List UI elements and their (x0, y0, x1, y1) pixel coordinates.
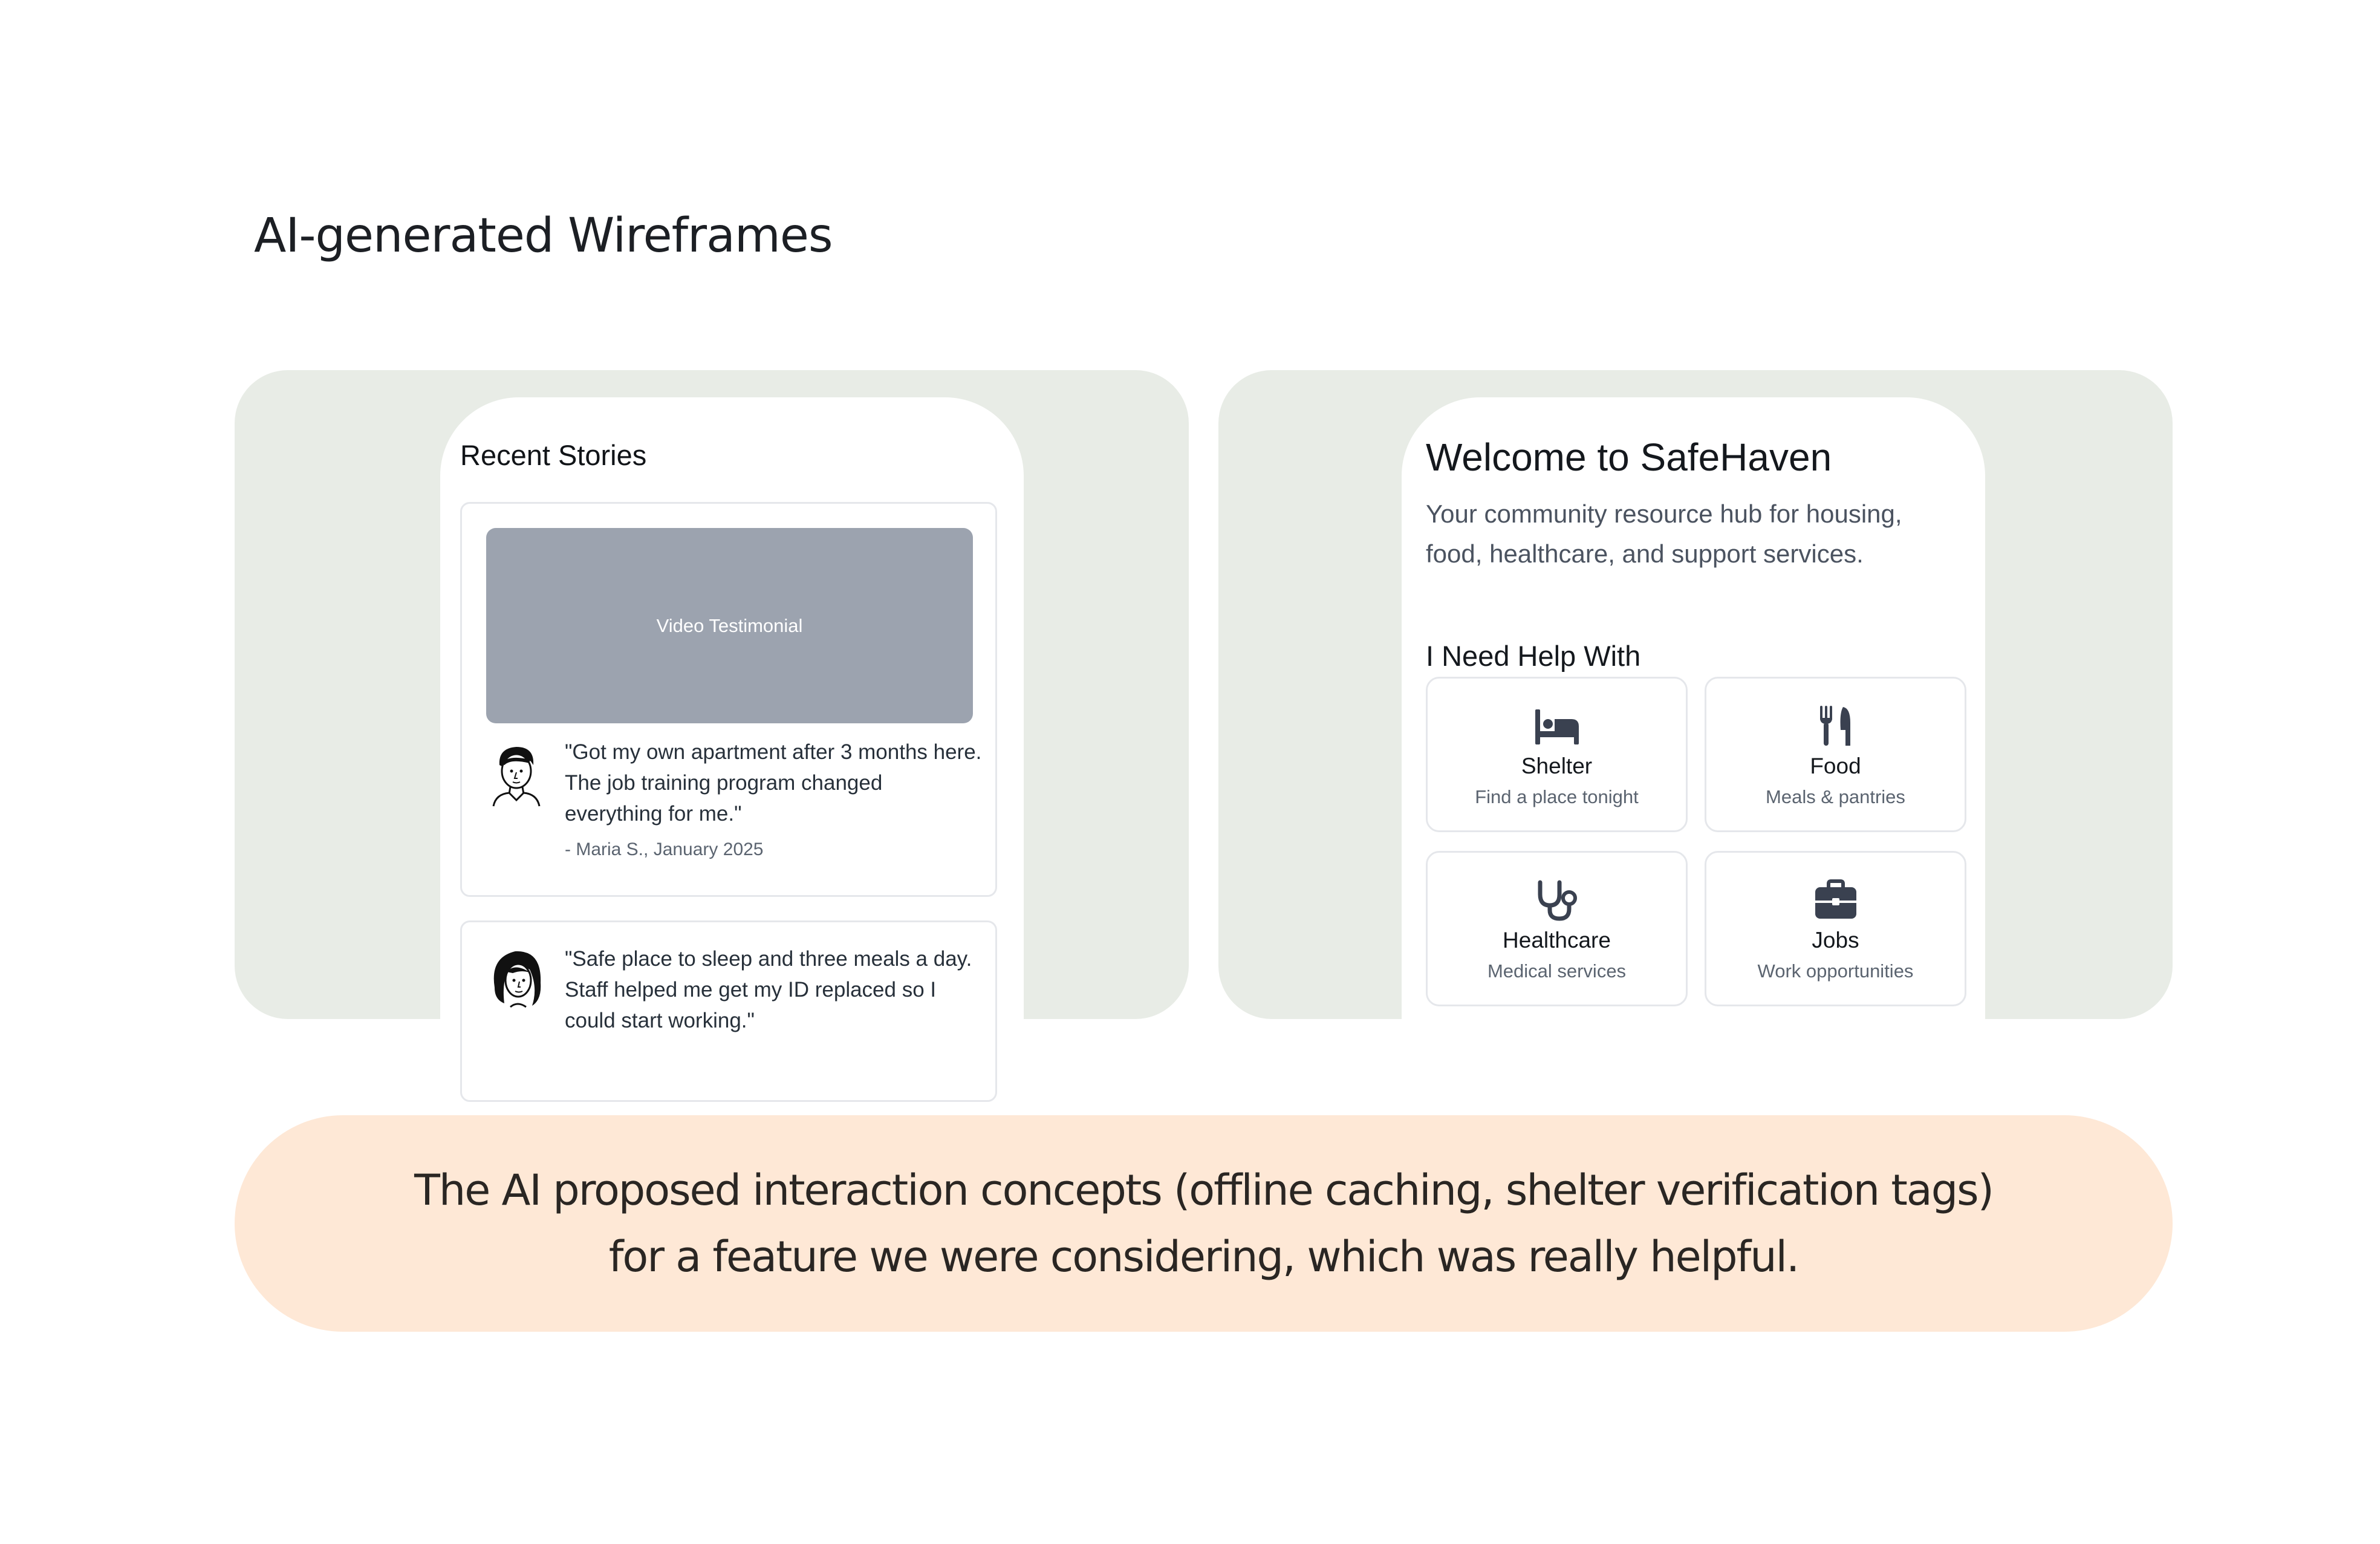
briefcase-icon (1812, 880, 1860, 921)
story-card[interactable] (460, 920, 997, 1102)
help-tile-label: Shelter (1521, 754, 1593, 778)
help-tile-label: Jobs (1812, 928, 1859, 953)
stethoscope-icon (1533, 880, 1581, 921)
man-avatar-icon (486, 741, 547, 807)
help-tile-description: Find a place tonight (1475, 786, 1639, 807)
story-author: - Maria S., January 2025 (565, 839, 764, 859)
help-tile-food[interactable] (1705, 677, 1966, 832)
wireframe-panel-safehaven (1218, 370, 2173, 1019)
video-testimonial-player[interactable] (486, 528, 973, 723)
story-quote: "Safe place to sleep and three meals a day. Staff helped me get my ID replaced so I could start working." (565, 947, 972, 1032)
wireframe-panel-stories (235, 370, 1189, 1032)
welcome-subtitle: Your community resource hub for housing, food, healthcare, and support services. (1426, 500, 1902, 568)
caption-line: for a feature we were considering, which was really helpful. (608, 1232, 1799, 1282)
help-tile-healthcare[interactable] (1426, 851, 1688, 1006)
stories-title: Recent Stories (460, 439, 647, 471)
help-tile-jobs[interactable] (1705, 851, 1966, 1006)
welcome-title: Welcome to SafeHaven (1426, 435, 1832, 479)
story-card[interactable] (460, 502, 997, 897)
phone-frame-safehaven (1402, 397, 1985, 1055)
video-testimonial-label: Video Testimonial (656, 614, 803, 636)
help-tile-shelter[interactable] (1426, 677, 1688, 832)
story-quote: "Got my own apartment after 3 months here. The job training program changed everything for me." (565, 740, 982, 826)
page-title: AI-generated Wireframes (254, 209, 833, 263)
help-section-title: I Need Help With (1426, 640, 1641, 672)
woman-avatar-icon (486, 945, 547, 1012)
caption-banner (235, 1115, 2173, 1332)
help-tile-description: Medical services (1487, 960, 1627, 982)
bed-icon (1533, 706, 1581, 747)
help-tile-label: Food (1810, 754, 1861, 778)
help-tile-label: Healthcare (1503, 928, 1611, 953)
phone-frame-stories (440, 397, 1024, 1055)
utensils-icon (1812, 706, 1860, 747)
help-tile-description: Work opportunities (1757, 960, 1914, 982)
help-tile-description: Meals & pantries (1766, 786, 1905, 807)
caption-line: The AI proposed interaction concepts (offline caching, shelter verification tags) (414, 1165, 1993, 1215)
